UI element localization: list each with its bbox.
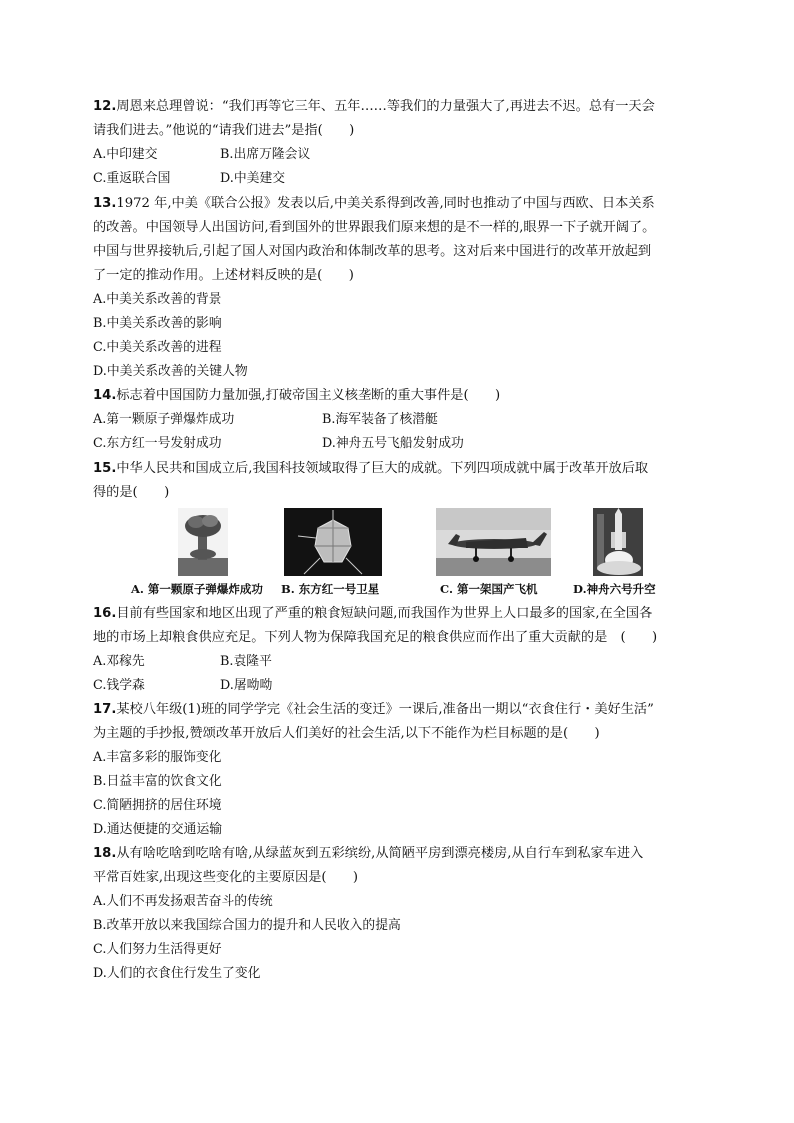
q17-option-b[interactable]: B.日益丰富的饮食文化 [93,774,222,789]
q16-stem-line1: 16.目前有些国家和地区出现了严重的粮食短缺问题,而我国作为世界上人口最多的国家,在全国各 [93,606,653,621]
q14-option-b[interactable]: B.海军装备了核潜艇 [322,412,438,427]
q12-stem-line2: 请我们进去。”他说的“请我们进去”是指( ) [93,123,355,138]
q14-option-d[interactable]: D.神舟五号飞船发射成功 [322,436,464,451]
domestic-airplane-photo[interactable] [436,508,551,576]
q16-option-b[interactable]: B.袁隆平 [220,654,272,669]
q17-stem-line2: 为主题的手抄报,赞颂改革开放后人们美好的社会生活,以下不能作为栏目标题的是( ) [93,726,600,741]
q18-option-d[interactable]: D.人们的衣食住行发生了变化 [93,966,261,981]
q17-number: 17. [93,702,117,717]
q17-option-d[interactable]: D.通达便捷的交通运输 [93,822,223,837]
q12-number: 12. [93,99,117,114]
q14-option-c[interactable]: C.东方红一号发射成功 [93,436,222,451]
q17-stem-line1: 17.某校八年级(1)班的同学学完《社会生活的变迁》一课后,准备出一期以“衣食住行・美好生活” [93,702,654,717]
q13-number: 13. [93,196,117,211]
q18-option-c[interactable]: C.人们努力生活得更好 [93,942,222,957]
q13-option-c[interactable]: C.中美关系改善的进程 [93,340,222,355]
q13-stem-line2: 的改善。中国领导人出国访问,看到国外的世界跟我们原来想的是不一样的,眼界一下子就开阔了。 [93,220,656,235]
q15-caption-b: B. 东方红一号卫星 [281,582,380,596]
q13-option-d[interactable]: D.中美关系改善的关键人物 [93,364,248,379]
q15-caption-a: A. 第一颗原子弹爆炸成功 [131,582,263,596]
q15-caption-c: C. 第一架国产飞机 [440,582,538,596]
q15-caption-d: D.神舟六号升空 [573,582,656,596]
q15-stem-line2: 得的是( ) [93,485,170,500]
q16-option-d[interactable]: D.屠呦呦 [220,678,273,693]
q12-stem-line1: 12.周恩来总理曾说：“我们再等它三年、五年……等我们的力量强大了,再进去不迟。总有一天会 [93,99,655,114]
q14-number: 14. [93,388,117,403]
q15-number: 15. [93,461,117,476]
q13-option-b[interactable]: B.中美关系改善的影响 [93,316,222,331]
q17-option-c[interactable]: C.简陋拥挤的居住环境 [93,798,222,813]
q18-stem-line2: 平常百姓家,出现这些变化的主要原因是( ) [93,870,359,885]
q18-option-a[interactable]: A.人们不再发扬艰苦奋斗的传统 [93,894,273,909]
q12-option-b[interactable]: B.出席万隆会议 [220,147,311,162]
q18-stem-line1: 18.从有啥吃啥到吃啥有啥,从绿蓝灰到五彩缤纷,从简陋平房到漂亮楼房,从自行车到私家车进入 [93,846,644,861]
q16-option-c[interactable]: C.钱学森 [93,678,145,693]
q12-option-c[interactable]: C.重返联合国 [93,171,171,186]
q13-stem-line1: 13.1972 年,中美《联合公报》发表以后,中美关系得到改善,同时也推动了中国与西欧、日本关系 [93,196,655,211]
q14-stem-line1: 14.标志着中国国防力量加强,打破帝国主义核垄断的重大事件是( ) [93,388,501,403]
q12-option-d[interactable]: D.中美建交 [220,171,286,186]
q17-option-a[interactable]: A.丰富多彩的服饰变化 [93,750,222,765]
q15-stem-line1: 15.中华人民共和国成立后,我国科技领域取得了巨大的成就。下列四项成就中属于改革开放后取 [93,461,649,476]
q18-option-b[interactable]: B.改革开放以来我国综合国力的提升和人民收入的提高 [93,918,401,933]
q13-stem-line3: 中国与世界接轨后,引起了国人对国内政治和体制改革的思考。这对后来中国进行的改革开放起到 [93,244,652,259]
q16-stem-line2: 地的市场上却粮食供应充足。下列人物为保障我国充足的粮食供应而作出了重大贡献的是 ( ) [93,630,658,645]
q13-stem-line4: 了一定的推动作用。上述材料反映的是( ) [93,268,354,283]
shenzhou6-launch-photo[interactable] [593,508,643,576]
q16-number: 16. [93,606,117,621]
q13-option-a[interactable]: A.中美关系改善的背景 [93,292,222,307]
atomic-bomb-photo[interactable] [178,508,228,576]
q12-option-a[interactable]: A.中印建交 [93,147,158,162]
q14-option-a[interactable]: A.第一颗原子弹爆炸成功 [93,412,235,427]
dongfanghong-satellite-photo[interactable] [284,508,382,576]
q18-number: 18. [93,846,117,861]
q16-option-a[interactable]: A.邓稼先 [93,654,145,669]
